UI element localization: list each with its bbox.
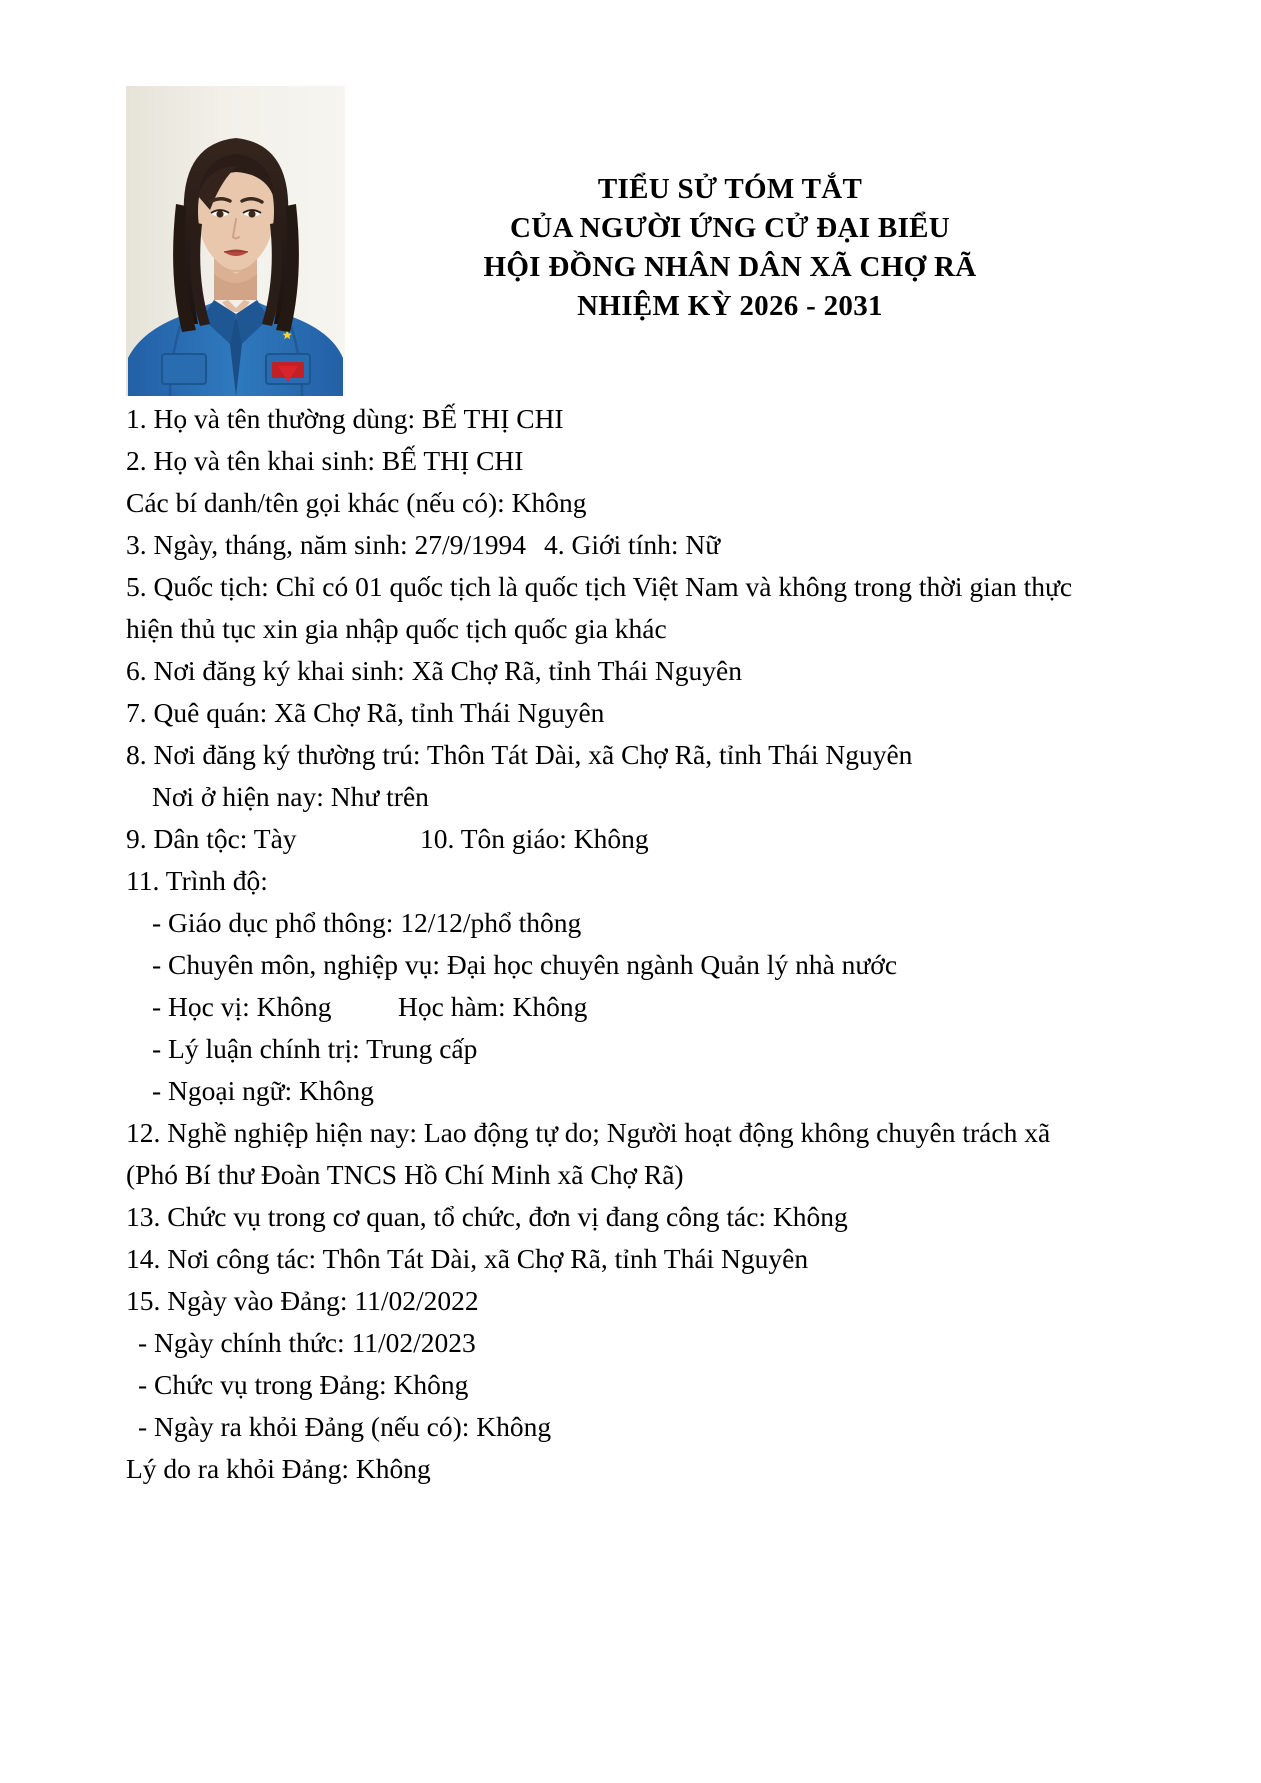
field-party-official-date: - Ngày chính thức: 11/02/2023 [138, 1327, 476, 1358]
document-body [126, 404, 1136, 1496]
field-current-residence: Nơi ở hiện nay: Như trên [152, 781, 429, 812]
field-nationality-line-2: hiện thủ tục xin gia nhập quốc tịch quốc gia khác [126, 613, 667, 644]
field-nationality-line-1: 5. Quốc tịch: Chỉ có 01 quốc tịch là quốc tịch Việt Nam và không trong thời gian thực [126, 571, 1073, 602]
field-ethnicity: 9. Dân tộc: Tày [126, 823, 297, 854]
field-occupation-line-2: (Phó Bí thư Đoàn TNCS Hồ Chí Minh xã Chợ Rã) [126, 1159, 684, 1190]
field-foreign-language: - Ngoại ngữ: Không [152, 1075, 374, 1106]
title-line-4: NHIỆM KỲ 2026 - 2031 [577, 290, 883, 322]
title-line-1: TIỂU SỬ TÓM TẮT [597, 173, 863, 205]
field-full-name-common: 1. Họ và tên thường dùng: BẾ THỊ CHI [126, 403, 564, 434]
field-alias: Các bí danh/tên gọi khác (nếu có): Không [126, 487, 587, 518]
field-party-admission-date: 15. Ngày vào Đảng: 11/02/2022 [126, 1285, 479, 1316]
field-gender: 4. Giới tính: Nữ [544, 529, 721, 560]
field-birth-registration-place: 6. Nơi đăng ký khai sinh: Xã Chợ Rã, tỉnh Thái Nguyên [126, 655, 742, 686]
field-hometown: 7. Quê quán: Xã Chợ Rã, tỉnh Thái Nguyên [126, 697, 605, 728]
field-professional-qualification: - Chuyên môn, nghiệp vụ: Đại học chuyên ngành Quản lý nhà nước [152, 949, 898, 980]
field-party-position: - Chức vụ trong Đảng: Không [138, 1369, 469, 1400]
title-line-2: CỦA NGƯỜI ỨNG CỬ ĐẠI BIỂU [509, 212, 951, 244]
field-religion: 10. Tôn giáo: Không [420, 823, 649, 854]
field-permanent-residence: 8. Nơi đăng ký thường trú: Thôn Tát Dài, xã Chợ Rã, tỉnh Thái Nguyên [126, 739, 913, 770]
field-party-exit-date: - Ngày ra khỏi Đảng (nếu có): Không [138, 1411, 552, 1442]
field-occupation-line-1: 12. Nghề nghiệp hiện nay: Lao động tự do; Người hoạt động không chuyên trách xã [126, 1117, 1051, 1148]
field-education-heading: 11. Trình độ: [126, 865, 268, 896]
field-academic-degree: - Học vị: Không [152, 991, 332, 1022]
field-dob-gender-row [126, 530, 1136, 572]
document-header [0, 0, 1261, 400]
field-degree-title-row [126, 992, 1136, 1034]
field-party-exit-reason: Lý do ra khỏi Đảng: Không [126, 1453, 431, 1484]
field-date-of-birth: 3. Ngày, tháng, năm sinh: 27/9/1994 [126, 529, 526, 560]
field-political-theory: - Lý luận chính trị: Trung cấp [152, 1033, 478, 1064]
title-line-3: HỘI ĐỒNG NHÂN DÂN XÃ CHỢ RÃ [483, 251, 977, 283]
field-ethnicity-religion-row [126, 824, 1136, 866]
field-workplace: 14. Nơi công tác: Thôn Tát Dài, xã Chợ Rã, tỉnh Thái Nguyên [126, 1243, 809, 1274]
portrait-photo-graphic [126, 86, 345, 396]
document-title-block [380, 170, 1080, 326]
field-academic-title: Học hàm: Không [398, 991, 588, 1022]
field-general-education: - Giáo dục phổ thông: 12/12/phổ thông [152, 907, 582, 938]
field-full-name-birth: 2. Họ và tên khai sinh: BẾ THỊ CHI [126, 445, 524, 476]
field-position-in-organization: 13. Chức vụ trong cơ quan, tổ chức, đơn vị đang công tác: Không [126, 1201, 848, 1232]
candidate-photo [126, 86, 345, 396]
